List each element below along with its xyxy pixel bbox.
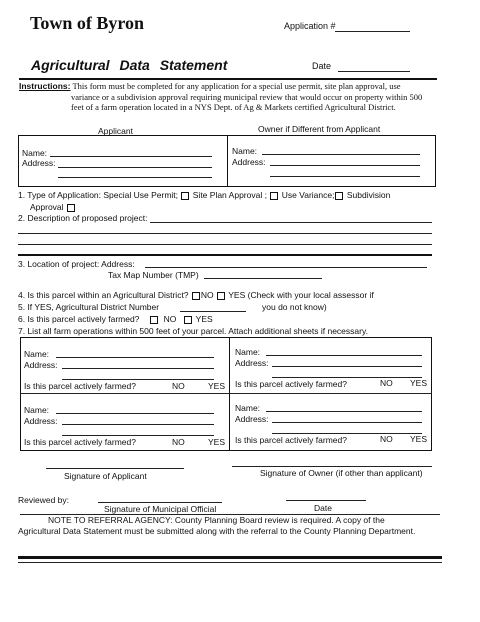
footer-rule	[18, 556, 442, 559]
question-7: 7. List all farm operations within 500 feet of your parcel. Attach additional sheets if necessary.	[18, 326, 368, 336]
date-field[interactable]	[338, 71, 410, 72]
note-line2: Agricultural Data Statement must be submitted along with the referral to the County Planning Department.	[18, 526, 416, 536]
farm2-no-option[interactable]: NO	[380, 378, 393, 388]
description-field-2[interactable]	[18, 233, 432, 234]
instructions-line2: variance or a subdivision approval requiring municipal review that would occur on property within 500	[71, 91, 423, 102]
question-2: 2. Description of proposed project:	[18, 213, 148, 223]
description-field-1[interactable]	[150, 222, 432, 223]
owner-address-field-2[interactable]	[270, 176, 420, 177]
instructions-line3: feet of a farm operation located in a NYS Dept. of Ag & Markets certified Agricultural District.	[71, 102, 396, 112]
application-number-field[interactable]	[335, 31, 410, 32]
farm2-address-field-2[interactable]	[272, 377, 422, 378]
applicant-name-label: Name:	[22, 148, 48, 158]
applicant-name-field[interactable]	[50, 156, 212, 157]
farm1-no-option[interactable]: NO	[172, 381, 185, 391]
owner-signature-label: Signature of Owner (if other than applicant)	[260, 468, 423, 478]
q6-label: 6. Is this parcel actively farmed?	[18, 314, 140, 324]
farm3-address-field[interactable]	[62, 424, 214, 425]
applicant-address-label: Address:	[22, 158, 56, 168]
farm4-no-option[interactable]: NO	[380, 434, 393, 444]
owner-address-field[interactable]	[270, 165, 420, 166]
actively-farmed-yes-checkbox[interactable]	[184, 316, 192, 324]
farm1-name-label: Name:	[24, 349, 50, 359]
owner-heading: Owner if Different from Applicant	[258, 124, 381, 134]
question-6	[18, 314, 213, 324]
ag-district-no-checkbox[interactable]	[192, 292, 200, 300]
q4-no-label: NO	[200, 290, 214, 300]
footer-rule-thin	[18, 562, 442, 563]
farm1-farmed-question: Is this parcel actively farmed?	[24, 381, 136, 391]
farm3-address-field-2[interactable]	[62, 435, 214, 436]
farm4-address-label: Address:	[235, 414, 269, 424]
official-signature-label: Signature of Municipal Official	[104, 504, 217, 514]
referral-note	[18, 515, 415, 537]
farm4-name-label: Name:	[235, 403, 261, 413]
ag-district-number-field[interactable]	[180, 311, 246, 312]
farm4-yes-option[interactable]: YES	[410, 434, 428, 444]
farm2-name-field[interactable]	[266, 355, 422, 356]
farm3-name-field[interactable]	[56, 413, 214, 414]
q1-subdivision-label: Subdivision	[346, 190, 391, 200]
review-date-label: Date	[314, 503, 332, 513]
farm2-name-label: Name:	[235, 347, 261, 357]
question-1	[18, 190, 390, 200]
applicant-address-field-2[interactable]	[58, 177, 212, 178]
tax-map-label: Tax Map Number (TMP)	[108, 270, 199, 280]
farm2-yes-option[interactable]: YES	[410, 378, 428, 388]
q1-site-plan-label: Site Plan Approval ;	[192, 190, 267, 200]
farm3-no-option[interactable]: NO	[172, 437, 185, 447]
town-title: Town of Byron	[30, 13, 145, 33]
farm1-address-field[interactable]	[62, 368, 214, 369]
form-title: Agricultural Data Statement	[31, 57, 228, 73]
q4-yes-label: YES (Check with your local assessor if	[228, 290, 374, 300]
farm1-yes-option[interactable]: YES	[208, 381, 226, 391]
question-5-note: you do not know)	[262, 302, 327, 312]
question-1-cont	[30, 202, 76, 212]
site-plan-checkbox[interactable]	[181, 192, 189, 200]
farm3-name-label: Name:	[24, 405, 50, 415]
approval-checkbox[interactable]	[67, 204, 75, 212]
farm3-address-label: Address:	[24, 416, 58, 426]
farm1-address-field-2[interactable]	[62, 379, 214, 380]
farm2-address-field[interactable]	[272, 366, 422, 367]
farm4-address-field-2[interactable]	[272, 433, 422, 434]
q1-approval-label: Approval	[30, 202, 64, 212]
q1-use-variance-label: Use Variance;	[281, 190, 335, 200]
farm4-name-field[interactable]	[266, 411, 422, 412]
applicant-address-field[interactable]	[58, 167, 212, 168]
farm-ops-divider-h	[20, 393, 432, 394]
official-signature-field[interactable]	[98, 502, 222, 503]
farm1-address-label: Address:	[24, 360, 58, 370]
owner-address-label: Address:	[232, 157, 266, 167]
applicant-signature-label: Signature of Applicant	[64, 471, 147, 481]
farm2-address-label: Address:	[235, 358, 269, 368]
header-rule	[19, 78, 437, 80]
q6-yes-label: YES	[195, 314, 213, 324]
review-date-field[interactable]	[286, 500, 366, 501]
question-3: 3. Location of project: Address:	[18, 259, 135, 269]
farm4-address-field[interactable]	[272, 422, 422, 423]
reviewed-by-label: Reviewed by:	[18, 495, 70, 505]
farm4-farmed-question: Is this parcel actively farmed?	[235, 435, 347, 445]
description-field-3[interactable]	[18, 244, 432, 245]
q1-label: 1. Type of Application: Special Use Permit;	[18, 190, 179, 200]
description-field-4[interactable]	[18, 254, 432, 256]
parties-divider	[227, 135, 228, 187]
use-variance-checkbox[interactable]	[270, 192, 278, 200]
farm2-farmed-question: Is this parcel actively farmed?	[235, 379, 347, 389]
instructions-line1: This form must be completed for any application for a special use permit, site plan approval, use	[72, 81, 401, 91]
date-label: Date	[312, 61, 332, 71]
ag-district-yes-checkbox[interactable]	[217, 292, 225, 300]
tax-map-field[interactable]	[204, 278, 322, 279]
q6-no-label: NO	[163, 314, 177, 324]
application-number-label: Application #	[284, 21, 336, 31]
farm3-yes-option[interactable]: YES	[208, 437, 226, 447]
applicant-heading: Applicant	[98, 126, 133, 136]
q4-label: 4. Is this parcel within an Agricultural District?	[18, 290, 189, 300]
subdivision-checkbox[interactable]	[335, 192, 343, 200]
owner-name-field[interactable]	[262, 154, 420, 155]
note-line1: NOTE TO REFERRAL AGENCY: County Planning Board review is required. A copy of the	[48, 515, 385, 525]
instructions-label: Instructions:	[19, 81, 71, 91]
location-address-field[interactable]	[145, 267, 427, 268]
question-5: 5. If YES, Agricultural District Number	[18, 302, 160, 312]
owner-name-label: Name:	[232, 146, 258, 156]
farm3-farmed-question: Is this parcel actively farmed?	[24, 437, 136, 447]
owner-signature-field[interactable]	[232, 466, 432, 467]
actively-farmed-no-checkbox[interactable]	[150, 316, 158, 324]
farm1-name-field[interactable]	[56, 357, 214, 358]
instructions	[19, 81, 422, 113]
farm-ops-divider-v	[229, 337, 230, 451]
question-4	[18, 290, 374, 300]
applicant-signature-field[interactable]	[46, 468, 184, 469]
